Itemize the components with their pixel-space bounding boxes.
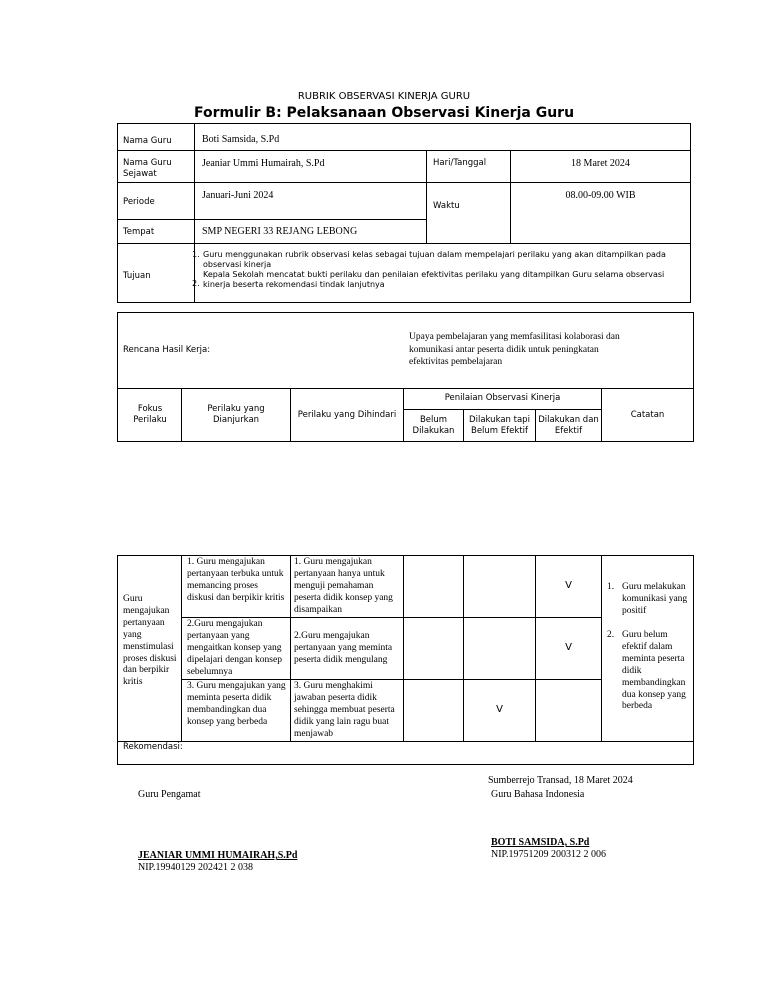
signature-left-role: Guru Pengamat: [138, 789, 201, 800]
tujuan-text: Kepala Sekolah mencatat bukti perilaku dan penilaian efektivitas perilaku yang ditampilkan Guru selama observasi kinerja beserta rekomendasi tindak lanjutnya: [203, 270, 665, 289]
signature-place-date: Sumberrejo Transad, 18 Maret 2024: [488, 775, 633, 786]
catatan-text: Guru belum efektif dalam meminta peserta didik membandingkan dua konsep yang berbeda: [622, 630, 686, 712]
waktu-value: 08.00-09.00 WIB: [565, 190, 636, 201]
signature-left-name: JEANIAR UMMI HUMAIRAH,S.Pd: [138, 850, 298, 861]
form-subtitle: RUBRIK OBSERVASI KINERJA GURU: [297, 91, 471, 102]
form-title: Formulir B: Pelaksanaan Observasi Kinerja Guru: [193, 105, 575, 121]
guru-sejawat-value: Jeaniar Ummi Humairah, S.Pd: [202, 158, 325, 169]
hari-tanggal-label: Hari/Tanggal: [433, 158, 487, 168]
signature-right-role: Guru Bahasa Indonesia: [491, 789, 585, 800]
guru-sejawat-label: Nama Guru Sejawat: [123, 158, 172, 179]
catatan-number: 1.: [607, 582, 615, 592]
periode-value: Januari-Juni 2024: [202, 190, 274, 201]
dihindari-cell: 1. Guru mengajukan pertanyaan hanya untuk menguji pemahaman peserta didik konsep yang disampaikan: [294, 557, 393, 615]
rencana-label: Rencana Hasil Kerja:: [123, 345, 211, 355]
waktu-label: Waktu: [433, 201, 460, 211]
check-mark: V: [496, 704, 503, 715]
rencana-value: Upaya pembelajaran yang memfasilitasi kolaborasi dan komunikasi antar peserta didik untuk peningkatan efektivitas pembelajaran: [409, 332, 620, 367]
nama-guru-value: Boti Samsida, S.Pd: [202, 134, 280, 145]
tempat-label: Tempat: [123, 227, 155, 237]
check-mark: V: [565, 642, 572, 653]
tujuan-label: Tujuan: [123, 271, 151, 281]
dianjurkan-cell: 2.Guru mengajukan pertanyaan yang mengaitkan konsep yang dipelajari dengan konsep sebelumnya: [187, 619, 282, 677]
tujuan-text: Guru menggunakan rubrik observasi kelas sebagai tujuan dalam mempelajari perilaku yang akan ditampilkan pada observasi kinerja: [203, 250, 666, 269]
dianjurkan-cell: 1. Guru mengajukan pertanyaan terbuka untuk memancing proses diskusi dan berpikir kritis: [187, 557, 285, 603]
catatan-text: Guru melakukan komunikasi yang positif: [622, 582, 688, 616]
dihindari-cell: 2.Guru mengajukan pertanyaan yang meminta peserta didik mengulang: [294, 631, 393, 665]
col-belum-dilakukan: Belum Dilakukan: [412, 415, 455, 436]
col-dilakukan-belum-efektif: Dilakukan tapi Belum Efektif: [469, 415, 530, 436]
col-penilaian-observasi: Penilaian Observasi Kinerja: [444, 393, 561, 403]
catatan-number: 2.: [607, 630, 615, 640]
col-fokus-perilaku: Fokus Perilaku: [133, 404, 167, 425]
tujuan-number: 1.: [192, 250, 200, 259]
signature-right-name: BOTI SAMSIDA, S.Pd: [491, 837, 590, 848]
dianjurkan-cell: 3. Guru mengajukan yang meminta peserta didik membandingkan dua konsep yang berbeda: [187, 681, 286, 727]
nama-guru-label: Nama Guru: [123, 136, 172, 146]
signature-right-nip: NIP.19751209 200312 2 006: [491, 849, 607, 860]
dihindari-cell: 3. Guru menghakimi jawaban peserta didik sehingga membuat peserta didik yang lain ragu buat menjawab: [294, 681, 395, 739]
col-catatan: Catatan: [630, 410, 665, 420]
tujuan-number: 2.: [192, 279, 200, 288]
col-perilaku-dihindari: Perilaku yang Dihindari: [297, 410, 397, 420]
col-dilakukan-efektif: Dilakukan dan Efektif: [538, 415, 599, 436]
tempat-value: SMP NEGERI 33 REJANG LEBONG: [202, 226, 358, 237]
check-mark: V: [565, 580, 572, 591]
col-perilaku-dianjurkan: Perilaku yang Dianjurkan: [207, 404, 265, 425]
fokus-perilaku-text: Guru mengajukan pertanyaan yang menstimulasi proses diskusi dan berpikir kritis: [123, 594, 177, 688]
periode-label: Periode: [123, 197, 155, 207]
hari-tanggal-value: 18 Maret 2024: [571, 158, 630, 169]
signature-left-nip: NIP.19940129 202421 2 038: [138, 862, 254, 873]
rekomendasi-label: Rekomendasi:: [123, 742, 183, 752]
